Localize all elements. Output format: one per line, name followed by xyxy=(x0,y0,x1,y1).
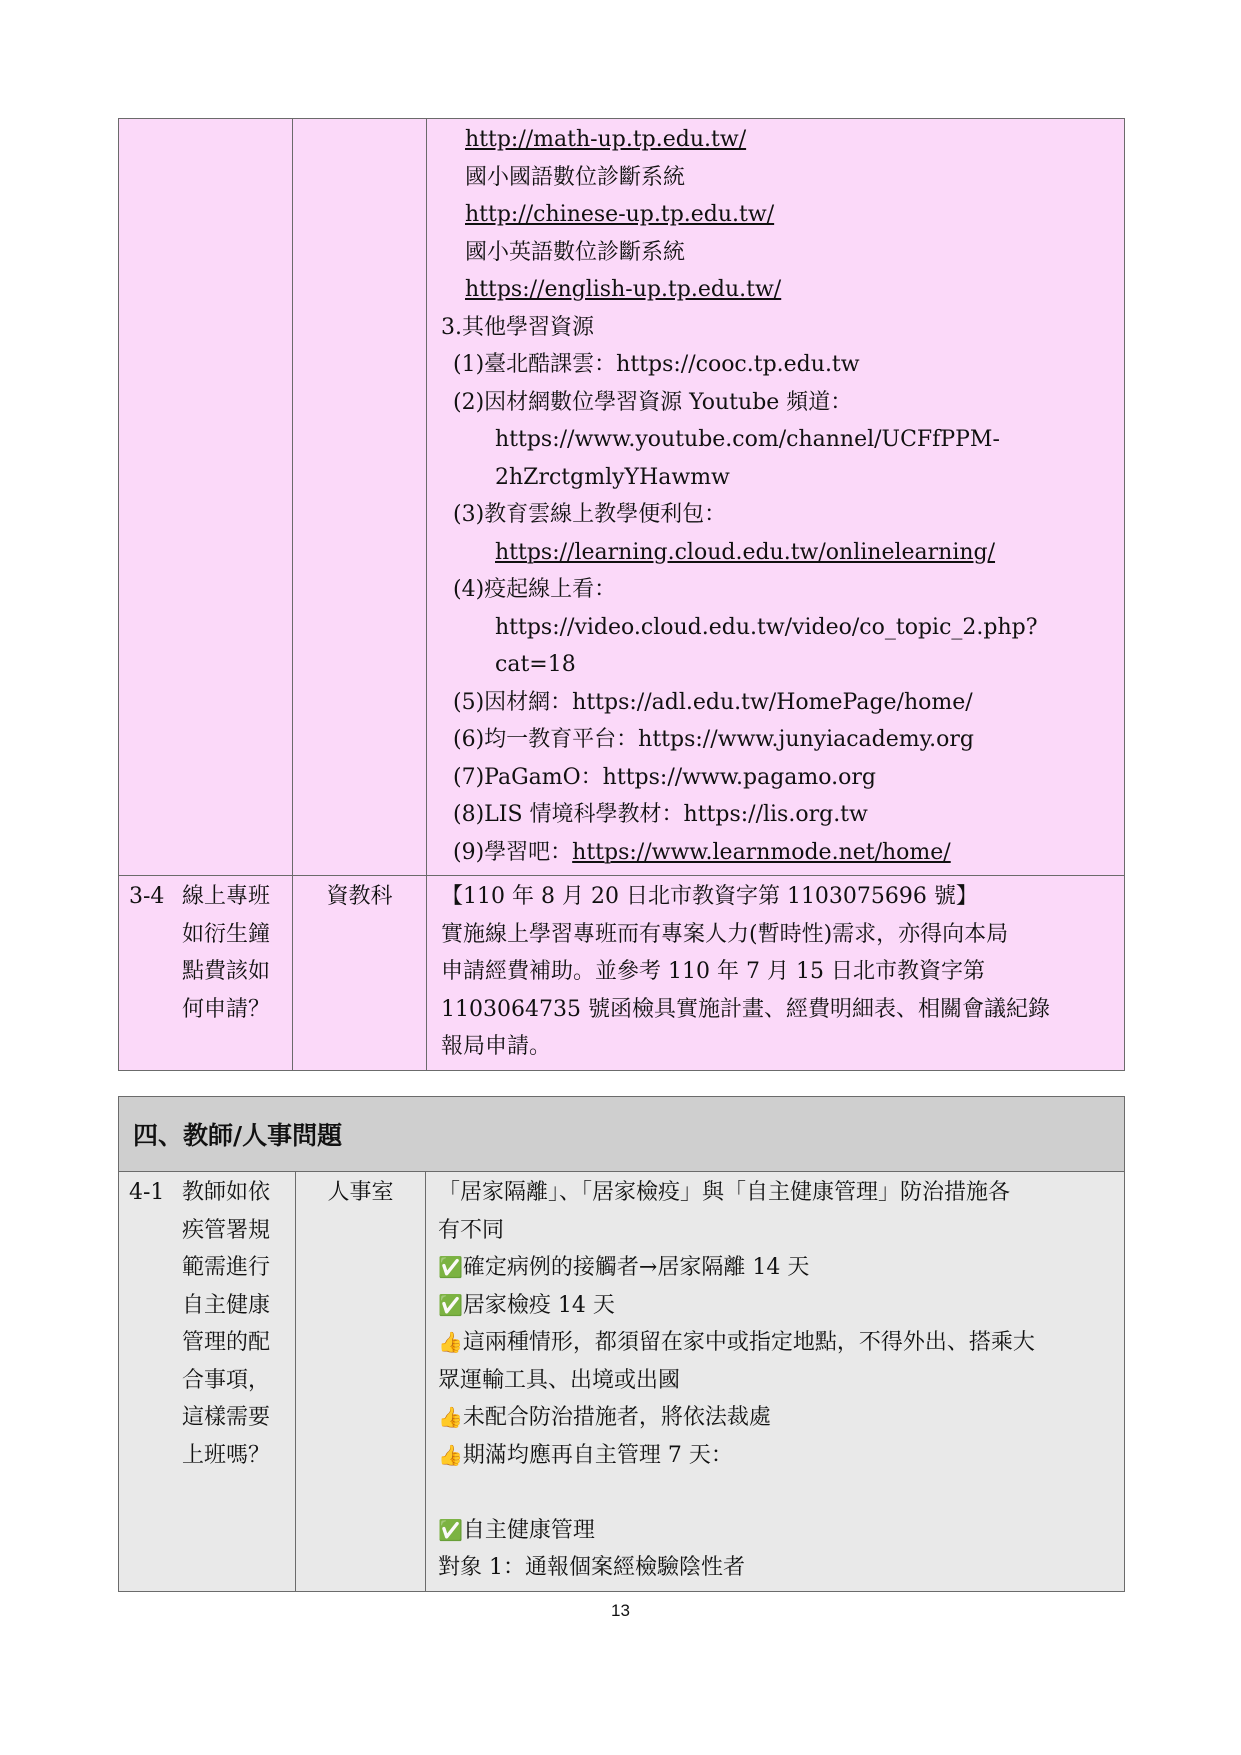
resource-line: cat=18 xyxy=(495,652,576,677)
resource-link[interactable]: http://chinese-up.tp.edu.tw/ xyxy=(465,202,775,227)
check-mark-icon: ✅ xyxy=(438,1292,463,1317)
question-text: 點費該如 xyxy=(182,959,271,984)
question-line xyxy=(129,991,292,1029)
question-number: 3-4 xyxy=(129,884,165,909)
answer-line xyxy=(438,1437,1124,1475)
resource-line xyxy=(441,834,1124,872)
answer-line xyxy=(438,1287,1124,1325)
answer-line xyxy=(438,1174,1124,1212)
question-line xyxy=(129,1362,295,1400)
unit-cell xyxy=(296,1172,426,1592)
answer-text: 居家檢疫 14 天 xyxy=(462,1292,615,1318)
answer-line: 報局申請。 xyxy=(441,1034,552,1059)
answer-line xyxy=(438,1512,1124,1550)
question-text: 管理的配 xyxy=(182,1330,271,1355)
resource-line: (6)均一教育平台：https://www.junyiacademy.org xyxy=(453,727,974,752)
answer-text: 這兩種情形，都須留在家中或指定地點，不得外出、搭乘大 xyxy=(462,1330,1035,1355)
question-line xyxy=(129,916,292,954)
answer-cell xyxy=(427,119,1125,876)
resource-line: (5)因材網：https://adl.edu.tw/HomePage/home/ xyxy=(453,689,973,715)
resource-line: 國小國語數位診斷系統 xyxy=(465,164,686,190)
resource-line-label: (9)學習吧： xyxy=(453,839,573,865)
resource-line: 3.其他學習資源 xyxy=(441,314,594,340)
table-row xyxy=(119,876,1125,1071)
answer-line: 【110 年 8 月 20 日北市教資字第 1103075696 號】 xyxy=(441,884,978,909)
thumbs-up-icon: 👍 xyxy=(438,1405,463,1429)
question-text: 如衍生鐘 xyxy=(182,921,271,947)
unit-cell xyxy=(293,119,427,876)
thumbs-up-icon: 👍 xyxy=(438,1442,463,1467)
teacher-hr-table xyxy=(118,1096,1125,1592)
resource-line: (7)PaGamO：https://www.pagamo.org xyxy=(453,764,876,790)
unit-label: 資教科 xyxy=(326,884,393,909)
question-line xyxy=(129,953,292,991)
question-cell xyxy=(119,119,293,876)
answer-cell xyxy=(426,1172,1125,1592)
check-mark-icon: ✅ xyxy=(438,1517,463,1542)
question-line xyxy=(129,1437,295,1475)
resource-line: https://www.youtube.com/channel/UCFfPPM- xyxy=(495,427,1000,452)
question-text: 範需進行 xyxy=(182,1255,271,1280)
resource-link[interactable]: https://learning.cloud.edu.tw/onlinelearning/ xyxy=(495,539,996,565)
table-row xyxy=(119,119,1125,876)
question-line xyxy=(129,1174,295,1212)
resource-line: (1)臺北酷課雲：https://cooc.tp.edu.tw xyxy=(453,352,860,377)
question-cell xyxy=(119,876,293,1071)
answer-line xyxy=(438,1324,1124,1362)
question-text: 上班嗎？ xyxy=(182,1442,271,1468)
table-row xyxy=(119,1172,1125,1592)
answer-line xyxy=(438,1362,1124,1400)
resource-link[interactable]: http://math-up.tp.edu.tw/ xyxy=(465,127,747,152)
question-line xyxy=(129,1399,295,1437)
answer-text: 自主健康管理 xyxy=(462,1517,595,1543)
section-header-row xyxy=(119,1097,1125,1172)
answer-text: 期滿均應再自主管理 7 天： xyxy=(462,1442,733,1468)
question-text: 自主健康 xyxy=(182,1292,271,1318)
question-line xyxy=(129,1249,295,1287)
answer-list xyxy=(438,1174,1124,1587)
resource-link[interactable]: https://www.learnmode.net/home/ xyxy=(572,839,951,865)
question-line xyxy=(129,1324,295,1362)
resource-line: https://video.cloud.edu.tw/video/co_topic_2.php? xyxy=(495,614,1038,640)
answer-line xyxy=(438,1249,1124,1287)
answer-text: 眾運輸工具、出境或出國 xyxy=(438,1367,681,1393)
thumbs-up-icon: 👍 xyxy=(438,1330,463,1354)
resource-line: 2hZrctgmlyYHawmw xyxy=(495,464,730,490)
answer-line: 1103064735 號函檢具實施計畫、經費明細表、相關會議紀錄 xyxy=(441,996,1050,1022)
answer-line: 申請經費補助。並參考 110 年 7 月 15 日北市教資字第 xyxy=(441,959,985,984)
question-text: 教師如依 xyxy=(182,1180,271,1205)
answer-text: 有不同 xyxy=(438,1217,505,1243)
question-number: 4-1 xyxy=(129,1180,165,1205)
unit-label: 人事室 xyxy=(327,1180,394,1205)
question-text: 何申請？ xyxy=(182,996,271,1022)
unit-cell xyxy=(293,876,427,1071)
answer-line xyxy=(438,1399,1124,1437)
answer-line: 實施線上學習專班而有專案人力(暫時性)需求，亦得向本局 xyxy=(441,921,1009,947)
answer-text: 確定病例的接觸者→居家隔離 14 天 xyxy=(462,1255,810,1280)
resources-table xyxy=(118,118,1125,1071)
resource-line: (4)疫起線上看： xyxy=(453,577,617,602)
answer-text: 未配合防治措施者，將依法裁處 xyxy=(462,1405,771,1430)
answer-line xyxy=(438,1474,1124,1512)
check-mark-icon: ✅ xyxy=(438,1255,463,1279)
question-line xyxy=(129,878,292,916)
resource-link[interactable]: https://english-up.tp.edu.tw/ xyxy=(465,277,782,302)
answer-line xyxy=(438,1549,1124,1587)
answer-line xyxy=(438,1212,1124,1250)
answer-cell xyxy=(427,876,1125,1071)
page-number: 13 xyxy=(611,1601,630,1620)
resource-line: (3)教育雲線上教學便利包： xyxy=(453,502,727,527)
resource-line: (8)LIS 情境科學教材：https://lis.org.tw xyxy=(453,802,868,827)
resource-line: (2)因材網數位學習資源 Youtube 頻道： xyxy=(453,389,853,415)
resource-line: 國小英語數位診斷系統 xyxy=(465,239,686,265)
resource-list xyxy=(441,121,1124,871)
question-text: 線上專班 xyxy=(182,884,271,909)
question-text: 這樣需要 xyxy=(182,1405,271,1430)
section-title: 四、教師/人事問題 xyxy=(119,1097,1125,1172)
question-cell xyxy=(119,1172,296,1592)
question-text: 合事項， xyxy=(182,1367,271,1393)
question-text: 疾管署規 xyxy=(182,1217,271,1243)
question-line xyxy=(129,1287,295,1325)
answer-text: 對象 1：通報個案經檢驗陰性者 xyxy=(438,1555,745,1580)
answer-text: 「居家隔離」、「居家檢疫」與「自主健康管理」防治措施各 xyxy=(438,1180,1011,1205)
question-line xyxy=(129,1212,295,1250)
